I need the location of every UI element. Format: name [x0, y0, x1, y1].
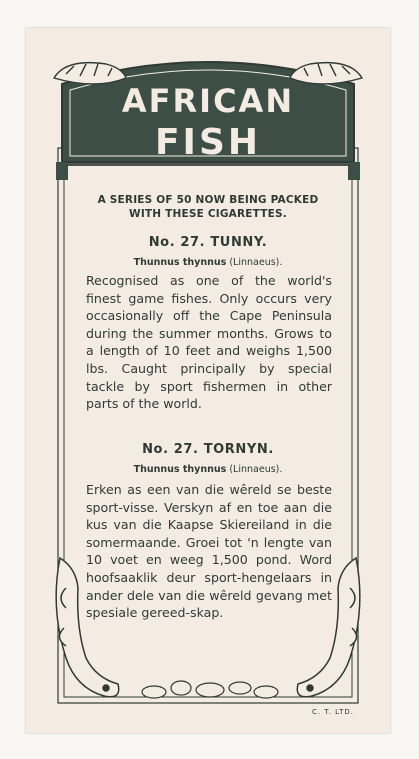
- english-heading: No. 27. TUNNY.: [148, 235, 268, 250]
- banner-title-line2: FISH: [154, 122, 262, 163]
- afrikaans-heading: No. 27. TORNYN.: [142, 442, 274, 457]
- afrikaans-latin-author: (Linnaeus).: [229, 464, 283, 475]
- cigarette-card: [26, 28, 390, 733]
- afrikaans-description: Erken as een van die wêreld se beste sport-visse. Verskyn af en toe aan die kus van die Kaapse Skiereiland in die somermaande. Groei tot 'n lengte van 10 voet en weeg 1,500 pond. Word hoofsaaklik deur sport-hengelaars in ander dele van die wêreld gevang met spesiale gereed-skap.: [86, 482, 332, 621]
- english-latin-species: Thunnus thynnus: [133, 257, 227, 268]
- series-note-line1: A SERIES OF 50 NOW BEING PACKED: [97, 194, 319, 206]
- english-latin-name: [88, 257, 328, 268]
- afrikaans-latin-species: Thunnus thynnus: [133, 464, 227, 475]
- english-description: Recognised as one of the world's finest game fishes. Only occurs very occasionally off the Cape Peninsula during the summer months. Grows to a length of 10 feet and weighs 1,500 lbs. Caught principally by special tackle by sport fishermen in other parts of the world.: [86, 273, 332, 412]
- series-note-line2: WITH THESE CIGARETTES.: [129, 208, 287, 220]
- afrikaans-latin-name: [88, 464, 328, 475]
- maker-mark: C. T. LTD.: [311, 708, 354, 716]
- series-note: [88, 193, 328, 221]
- banner-title-line1: AFRICAN: [121, 82, 295, 120]
- english-latin-author: (Linnaeus).: [229, 257, 283, 268]
